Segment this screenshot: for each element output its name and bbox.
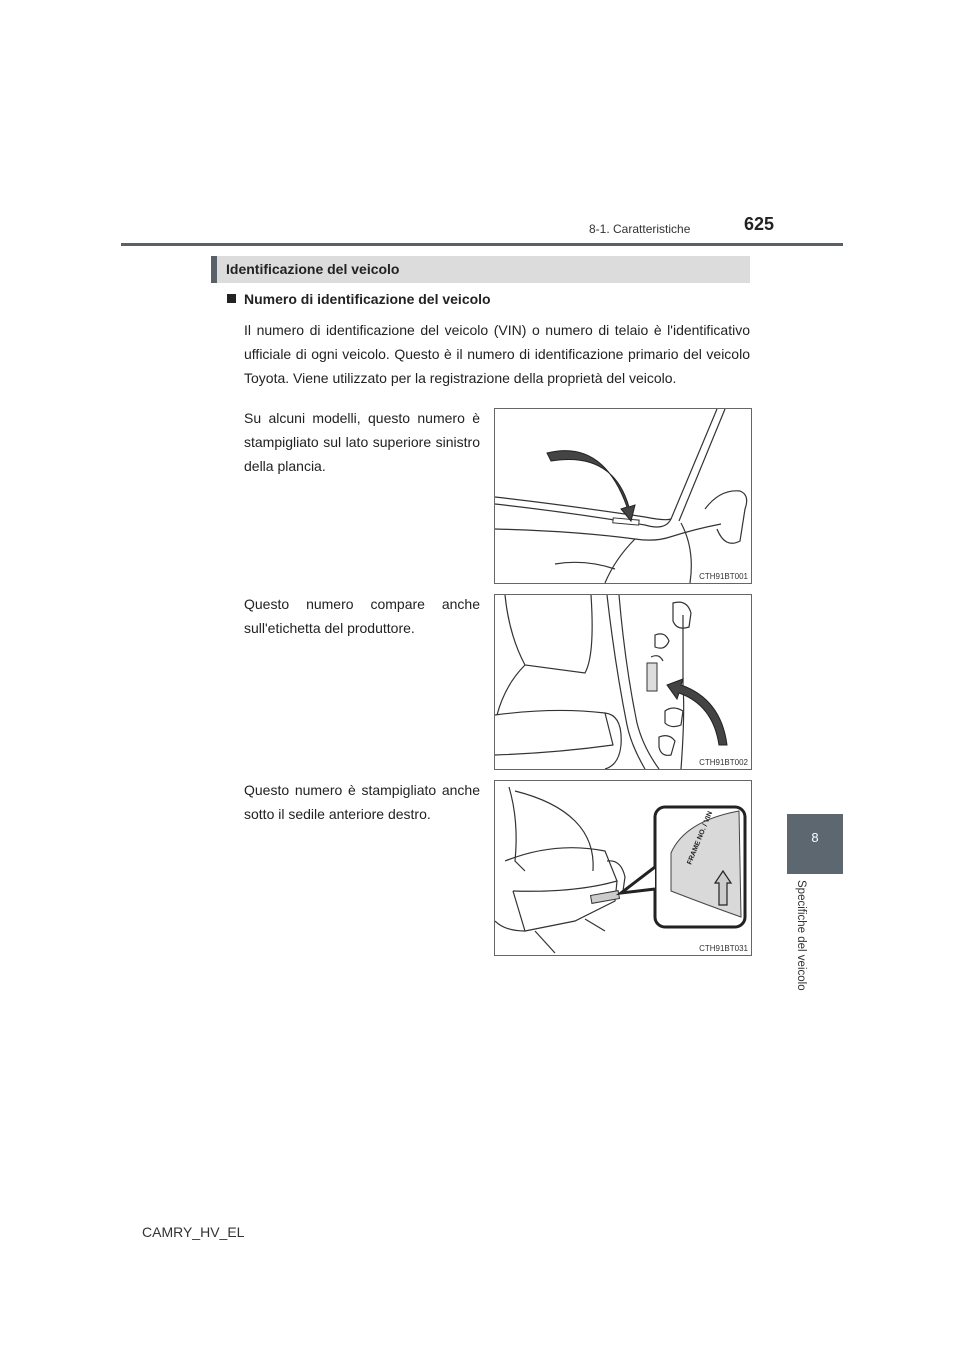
inset-vin-label: FRAME NO. / VIN (686, 810, 715, 866)
intro-paragraph: Il numero di identificazione del veicolo (VIN) o numero di telaio è l'identificativo ufficiale di ogni veicolo. Questo è il numero di identificazione primario del veicolo Toyota. Viene utilizzato per la registrazione della proprietà del veicolo. (244, 322, 750, 386)
section-title: Identificazione del veicolo (226, 261, 400, 277)
section-header (211, 256, 750, 283)
under-seat-illustration (495, 781, 751, 955)
page-number: 625 (744, 214, 775, 234)
figure-code-1: CTH91BT001 (699, 572, 748, 581)
header-section-title: 8-1. Caratteristiche (589, 222, 691, 236)
footer-model-code: CAMRY_HV_EL (142, 1224, 245, 1240)
header-rule (121, 243, 843, 246)
section-marker (211, 256, 217, 283)
figure-under-seat-vin (494, 780, 752, 956)
figure-code-2: CTH91BT002 (699, 758, 748, 767)
figure-caption-2: Questo numero compare anche sull'etichetta del produttore. (244, 596, 480, 636)
figure-code-3: CTH91BT031 (699, 944, 748, 953)
figure-caption-1: Su alcuni modelli, questo numero è stampigliato sul lato superiore sinistro della plancia. (244, 410, 480, 474)
figure-manufacturer-label (494, 594, 752, 770)
square-bullet-icon (227, 294, 236, 303)
figure-caption-3: Questo numero è stampigliato anche sotto il sedile anteriore destro. (244, 782, 480, 822)
chapter-label: Specifiche del veicolo (795, 880, 807, 991)
figure-dashboard-vin (494, 408, 752, 584)
door-pillar-illustration (495, 595, 751, 769)
dashboard-illustration (495, 409, 751, 583)
chapter-number: 8 (811, 830, 819, 845)
subheading: Numero di identificazione del veicolo (227, 291, 491, 307)
